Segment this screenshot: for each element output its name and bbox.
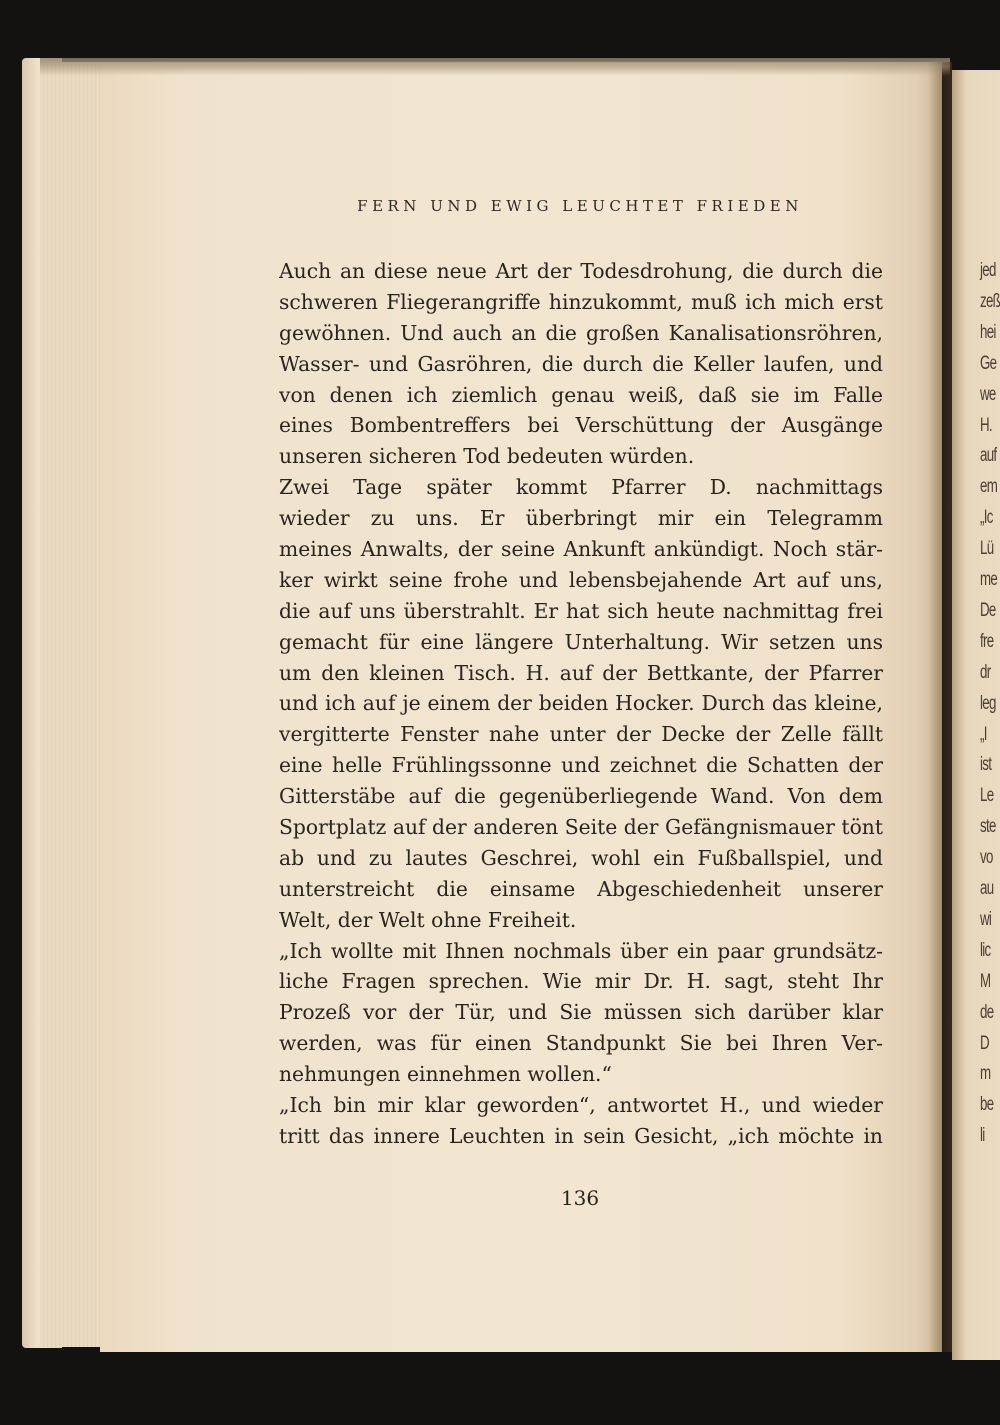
text-line: Zwei Tage später kommt Pfarrer D. nachmittags bbox=[279, 475, 883, 500]
facing-page-word-fragment: lic bbox=[980, 939, 991, 961]
text-line: und ich auf je einem der beiden Hocker. Durch das kleine, bbox=[279, 691, 883, 716]
running-head: FERN UND EWIG LEUCHTET FRIEDEN bbox=[357, 197, 803, 215]
text-line: Prozeß vor der Tür, und Sie müssen sich darüber klar bbox=[279, 1000, 883, 1025]
facing-page-word-fragment: fre bbox=[980, 630, 994, 652]
text-line: Gitterstäbe auf die gegenüberliegende Wand. Von dem bbox=[279, 784, 883, 809]
facing-page-word-fragment: „Ic bbox=[980, 507, 993, 529]
text-line: nehmungen einnehmen wollen.“ bbox=[279, 1062, 612, 1087]
gutter-shadow bbox=[928, 62, 952, 1352]
text-line: „Ich bin mir klar geworden“, antwortet H., und wieder bbox=[279, 1093, 883, 1118]
facing-page-word-fragment: dr bbox=[980, 661, 991, 683]
facing-page-word-fragment: hei bbox=[980, 321, 996, 343]
text-line: meines Anwalts, der seine Ankunft ankündigt. Noch stär- bbox=[279, 537, 883, 562]
text-line: Wasser- und Gasröhren, die durch die Keller laufen, und bbox=[279, 351, 883, 376]
facing-page-word-fragment: wi bbox=[980, 908, 992, 930]
facing-page-word-fragment: „I bbox=[980, 723, 987, 745]
text-line: vergitterte Fenster nahe unter der Decke der Zelle fällt bbox=[279, 722, 883, 747]
facing-page-word-fragment: be bbox=[980, 1094, 994, 1116]
text-line: tritt das innere Leuchten in sein Gesicht, „ich möchte in bbox=[279, 1123, 883, 1148]
text-line: liche Fragen sprechen. Wie mir Dr. H. sagt, steht Ihr bbox=[279, 969, 883, 994]
facing-page-word-fragment: zeß bbox=[980, 290, 1000, 312]
facing-page-word-fragment: Ge bbox=[980, 352, 997, 374]
facing-page-word-fragment: ste bbox=[980, 816, 996, 838]
facing-page-word-fragment: em bbox=[980, 476, 998, 498]
text-line: eine helle Frühlingssonne und zeichnet die Schatten der bbox=[279, 753, 883, 778]
text-line: unseren sicheren Tod bedeuten würden. bbox=[279, 444, 695, 469]
facing-page-word-fragment: we bbox=[980, 383, 996, 405]
facing-page-word-fragment: H. bbox=[980, 414, 992, 436]
facing-page-fragment bbox=[952, 70, 1000, 1360]
text-line: ab und zu lautes Geschrei, wohl ein Fußballspiel, und bbox=[279, 845, 883, 870]
facing-page-word-fragment: me bbox=[980, 569, 998, 590]
facing-page-word-fragment: de bbox=[980, 1001, 994, 1023]
text-line: gemacht für eine längere Unterhaltung. Wir setzen uns bbox=[279, 629, 883, 654]
facing-page-word-fragment: li bbox=[980, 1125, 985, 1147]
facing-page-word-fragment: M bbox=[980, 970, 991, 992]
facing-page-word-fragment: Le bbox=[980, 785, 994, 807]
facing-page-word-fragment: Lü bbox=[980, 538, 994, 560]
facing-page-word-fragment: auf bbox=[980, 445, 997, 467]
text-line: unterstreicht die einsame Abgeschiedenheit unserer bbox=[279, 876, 883, 901]
text-line: gewöhnen. Und auch an die großen Kanalisationsröhren, bbox=[279, 320, 883, 345]
text-line: eines Bombentreffers bei Verschüttung der Ausgänge bbox=[279, 413, 883, 438]
text-line: von denen ich ziemlich genau weiß, daß sie im Falle bbox=[279, 382, 883, 407]
text-line: Welt, der Welt ohne Freiheit. bbox=[279, 907, 577, 932]
facing-page-word-fragment: ist bbox=[980, 754, 992, 776]
page-top-edge bbox=[40, 58, 950, 76]
text-line: „Ich wollte mit Ihnen nochmals über ein paar grundsätz- bbox=[279, 938, 883, 963]
text-line: schweren Fliegerangriffe hinzukommt, muß ich mich erst bbox=[279, 289, 883, 314]
facing-page-word-fragment: leg bbox=[980, 692, 996, 714]
facing-page-word-fragment: D bbox=[980, 1032, 989, 1054]
text-line: Auch an diese neue Art der Todesdrohung, die durch die bbox=[279, 259, 883, 283]
text-line: Sportplatz auf der anderen Seite der Gefängnismauer tönt bbox=[279, 815, 883, 840]
facing-page-word-fragment: vo bbox=[980, 847, 993, 869]
text-line: wieder zu uns. Er überbringt mir ein Telegramm bbox=[279, 506, 883, 531]
text-line: die auf uns überstrahlt. Er hat sich heute nachmittag frei bbox=[279, 598, 883, 623]
page-number: 136 bbox=[560, 1186, 600, 1210]
text-line: ker wirkt seine frohe und lebensbejahende Art auf uns, bbox=[279, 567, 883, 592]
text-line: werden, was für einen Standpunkt Sie bei Ihren Ver- bbox=[279, 1031, 883, 1056]
facing-page-word-fragment: m bbox=[980, 1063, 991, 1085]
facing-page-word-fragment: au bbox=[980, 878, 994, 899]
facing-page-word-fragment: jed bbox=[980, 260, 996, 281]
text-line: um den kleinen Tisch. H. auf der Bettkante, der Pfarrer bbox=[279, 660, 883, 685]
body-text bbox=[279, 256, 883, 1152]
facing-page-word-fragment: De bbox=[980, 599, 996, 621]
